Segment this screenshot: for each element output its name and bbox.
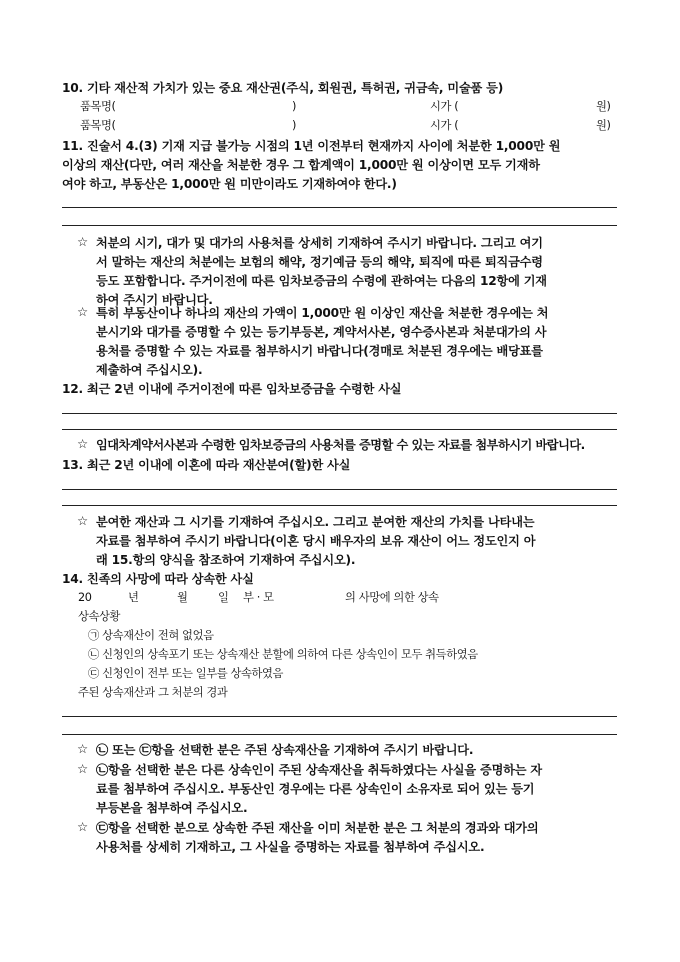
divider-line <box>62 225 617 226</box>
section-11-heading-line: 이상의 재산(다만, 여러 재산을 처분한 경우 그 합계액이 1,000만 원 이상이면 모두 기재하 <box>62 158 540 172</box>
answer-line <box>62 413 617 414</box>
date-era: 20 <box>78 591 92 604</box>
note-line: 하여 주시기 바랍니다. <box>96 293 213 307</box>
star-icon: ☆ <box>77 819 89 834</box>
divider-line <box>62 734 617 735</box>
won-unit: 원) <box>596 119 611 132</box>
answer-line <box>62 716 617 717</box>
star-icon: ☆ <box>77 234 89 249</box>
note-line: 처분의 시기, 대가 및 대가의 사용처를 상세히 기재하여 주시기 바랍니다. 그리고 여기 <box>96 236 543 250</box>
star-icon: ☆ <box>77 436 89 451</box>
star-icon: ☆ <box>77 741 89 756</box>
answer-line <box>62 207 617 208</box>
star-icon: ☆ <box>77 761 89 776</box>
note-line: 부등본을 첨부하여 주십시오. <box>96 801 248 815</box>
item-name-label: 품목명( <box>80 100 116 113</box>
inheritance-option: ㉢ 신청인이 전부 또는 일부를 상속하였음 <box>88 667 284 680</box>
date-day-label: 일 <box>218 591 229 604</box>
section-13-heading: 13. 최근 2년 이내에 이혼에 따라 재산분여(할)한 사실 <box>62 458 351 472</box>
section-11-heading-line: 11. 진술서 4.(3) 기재 지급 불가능 시점의 1년 이전부터 현재까지 사이에 처분한 1,000만 원 <box>62 139 561 153</box>
note-line: 서 말하는 재산의 처분에는 보험의 해약, 정기예금 등의 해약, 퇴직에 따른 퇴직금수령 <box>96 255 543 269</box>
note-line: 분시기와 대가를 증명할 수 있는 등기부등본, 계약서사본, 영수증사본과 처분대가의 사 <box>96 325 547 339</box>
inheritance-option: ㉠ 상속재산이 전혀 없었음 <box>88 629 214 642</box>
inheritance-option: ㉡ 신청인의 상속포기 또는 상속재산 분할에 의하여 다른 상속인이 모두 취득하였음 <box>88 648 478 661</box>
section-10-heading: 10. 기타 재산적 가치가 있는 중요 재산권(주식, 회원권, 특허권, 귀금속, 미술품 등) <box>62 81 504 95</box>
note-line: 제출하여 주십시오). <box>96 363 203 377</box>
note-line: 사용처를 상세히 기재하고, 그 사실을 증명하는 자료를 첨부하여 주십시오. <box>96 840 485 854</box>
star-icon: ☆ <box>77 513 89 528</box>
note-line: 용처를 증명할 수 있는 자료를 첨부하시기 바랍니다(경매로 처분된 경우에는 배당표를 <box>96 344 543 358</box>
note-line: 래 15.항의 양식을 참조하여 기재하여 주십시오). <box>96 553 356 567</box>
inheritance-result-label: 주된 상속재산과 그 처분의 경과 <box>78 686 228 699</box>
star-icon: ☆ <box>77 304 89 319</box>
section-14-heading: 14. 친족의 사망에 따라 상속한 사실 <box>62 572 254 586</box>
date-year-label: 년 <box>128 591 139 604</box>
answer-line <box>62 489 617 490</box>
won-unit: 원) <box>596 100 611 113</box>
note-line: 분여한 재산과 그 시기를 기재하여 주십시오. 그리고 분여한 재산의 가치를 나타내는 <box>96 515 535 529</box>
section-11-heading-line: 여야 하고, 부동산은 1,000만 원 미만이라도 기재하여야 한다.) <box>62 177 397 191</box>
note-line: ㉡ 또는 ㉢항을 선택한 분은 주된 상속재산을 기재하여 주시기 바랍니다. <box>96 743 474 757</box>
date-month-label: 월 <box>177 591 188 604</box>
note-line: ㉡항을 선택한 분은 다른 상속인이 주된 상속재산을 취득하였다는 사실을 증명하는 자 <box>96 763 542 777</box>
note-line: 임대차계약서사본과 수령한 임차보증금의 사용처를 증명할 수 있는 자료를 첨부하시기 바랍니다. <box>96 438 585 452</box>
inheritance-status-label: 상속상황 <box>78 610 121 623</box>
item-name-close: ) <box>292 119 297 132</box>
note-line: 자료를 첨부하여 주시기 바랍니다(이혼 당시 배우자의 보유 재산이 어느 정도인지 아 <box>96 534 536 548</box>
divider-line <box>62 429 617 430</box>
market-price-label: 시가 ( <box>430 100 459 113</box>
relation-label: 부 · 모 <box>243 591 274 604</box>
note-line: 등도 포함합니다. 주거이전에 따른 임차보증금의 수령에 관하여는 다음의 12항에 기재 <box>96 274 547 288</box>
item-name-close: ) <box>292 100 297 113</box>
note-line: ㉢항을 선택한 분으로 상속한 주된 재산을 이미 처분한 분은 그 처분의 경과와 대가의 <box>96 821 539 835</box>
item-name-label: 품목명( <box>80 119 116 132</box>
inheritance-cause: 의 사망에 의한 상속 <box>345 591 439 604</box>
note-line: 료를 첨부하여 주십시오. 부동산인 경우에는 다른 상속인이 소유자로 되어 있는 등기 <box>96 782 535 796</box>
note-line: 특히 부동산이나 하나의 재산의 가액이 1,000만 원 이상인 재산을 처분한 경우에는 처 <box>96 306 549 320</box>
divider-line <box>62 505 617 506</box>
section-12-heading: 12. 최근 2년 이내에 주거이전에 따른 임차보증금을 수령한 사실 <box>62 382 402 396</box>
market-price-label: 시가 ( <box>430 119 459 132</box>
